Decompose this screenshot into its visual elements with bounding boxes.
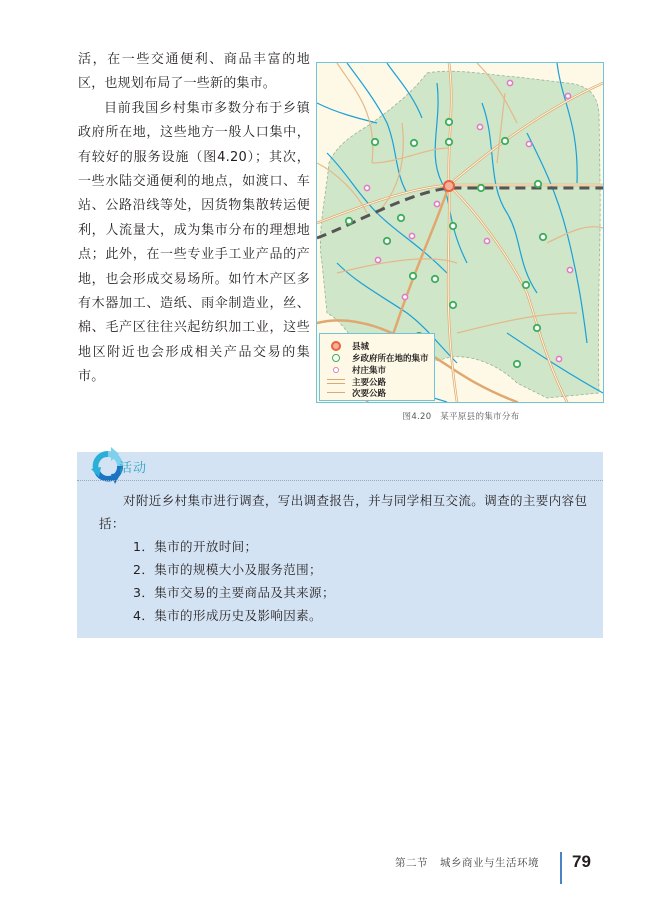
county-town-icon xyxy=(331,341,341,351)
page-number: 79 xyxy=(572,852,591,871)
legend-secondary-road: 次要公路 xyxy=(326,387,386,398)
map-legend xyxy=(319,333,435,401)
activity-box xyxy=(77,452,603,638)
main-road-icon xyxy=(327,379,345,384)
township-market-icon xyxy=(332,354,340,362)
paragraph-1: 活，在一些交通便利、商品丰富的地区，也规划布局了一些新的集市。 xyxy=(78,52,310,92)
village-market-icon xyxy=(333,367,339,373)
activity-item: 3．集市交易的主要商品及其来源； xyxy=(133,585,335,600)
activity-item: 1．集市的开放时间； xyxy=(133,539,258,554)
activity-title: 活动 xyxy=(119,461,148,476)
legend-township-market: 乡政府所在地的集市 xyxy=(326,352,429,363)
footer-title: 城乡商业与生活环境 xyxy=(440,857,539,869)
legend-village-market: 村庄集市 xyxy=(326,364,386,375)
map-caption: 图4.20 某平原县的集市分布 xyxy=(402,412,520,422)
footer-divider xyxy=(560,852,562,884)
running-footer xyxy=(395,855,551,870)
county-market-map xyxy=(316,62,604,403)
activity-item: 2．集市的规模大小及服务范围； xyxy=(133,562,322,577)
body-text xyxy=(78,48,310,390)
legend-main-road: 主要公路 xyxy=(326,376,386,387)
footer-section: 第二节 xyxy=(395,857,428,869)
activity-text xyxy=(99,489,589,627)
activity-item: 4．集市的形成历史及影响因素。 xyxy=(133,608,322,623)
activity-intro: 对附近乡村集市进行调查，写出调查报告，并与同学相互交流。调查的主要内容包括： xyxy=(99,493,588,531)
paragraph-2: 目前我国乡村集市多数分布于乡镇政府所在地，这些地方一般人口集中，有较好的服务设施（图4.20）；其次，一些水陆交通便利的地点，如渡口、车站、公路沿线等处，因货物集散转运便利，人流量大，成为集市分布的理想地点；此外，在一些专业手工业产品的产地，也会形成交易场所。如竹木产区多有木器加工、造纸、雨伞制造业，丝、棉、毛产区往往兴起纺织加工业，这些地区附近也会形成相关产品交易的集市。 xyxy=(78,100,310,385)
dotted-divider xyxy=(77,480,603,481)
legend-county-town: 县城 xyxy=(326,340,369,351)
secondary-road-icon xyxy=(327,392,345,393)
